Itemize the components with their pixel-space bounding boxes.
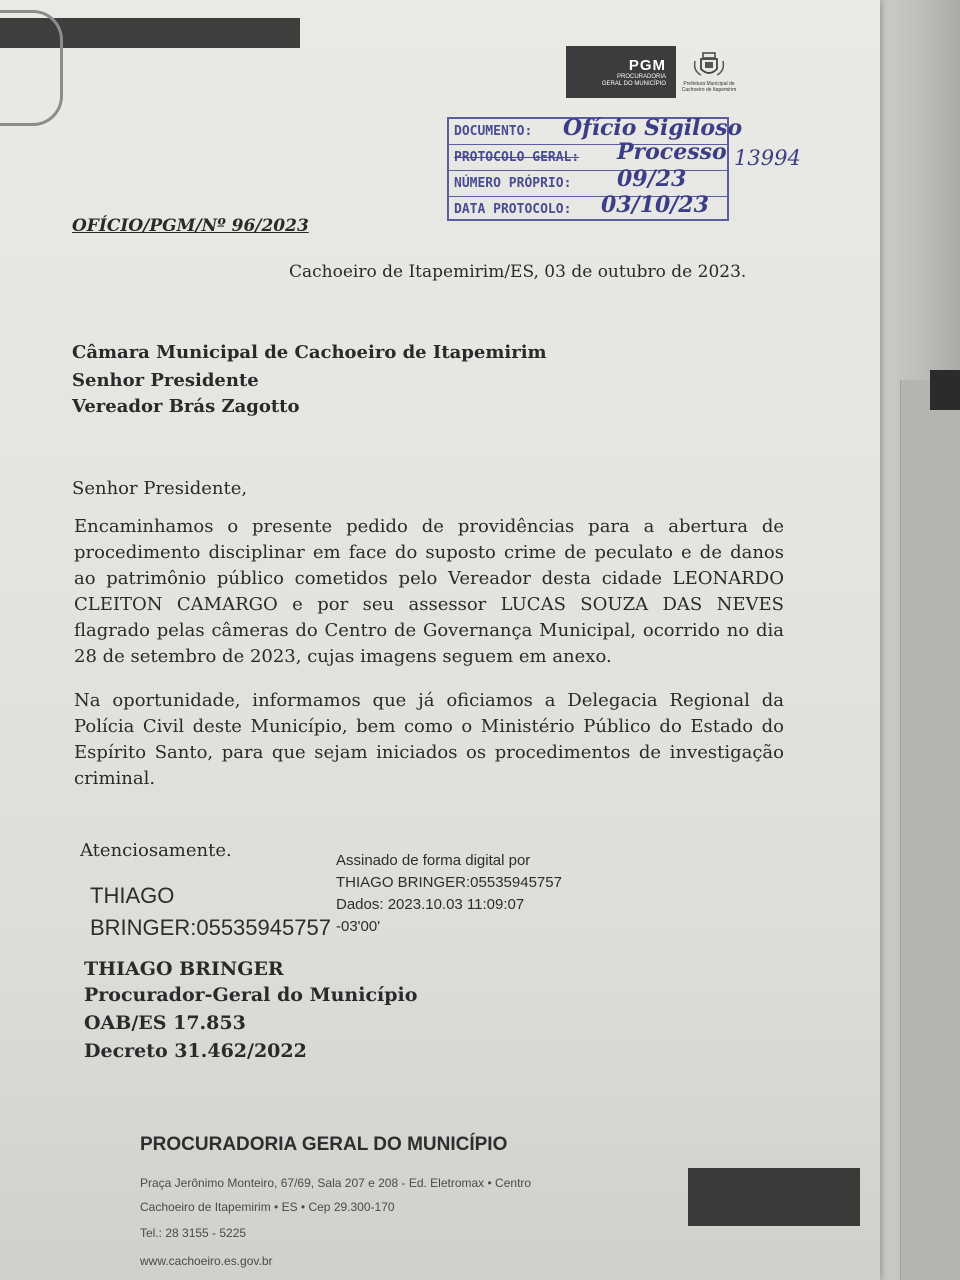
signature-name-line-1: THIAGO xyxy=(90,883,175,908)
stamp-label: PROTOCOLO GERAL: xyxy=(454,150,580,165)
footer-address-1: Praça Jerônimo Monteiro, 67/69, Sala 207 e 208 - Ed. Eletromax • Centro xyxy=(140,1176,532,1190)
redaction-bar-bottom xyxy=(688,1168,860,1226)
footer-address-2: Cachoeiro de Itapemirim • ES • Cep 29.300-170 xyxy=(140,1200,395,1214)
stamp-row-data xyxy=(449,192,727,222)
footer-title: PROCURADORIA GERAL DO MUNICÍPIO xyxy=(140,1134,508,1155)
signer-oab: OAB/ES 17.853 xyxy=(84,1012,246,1034)
stamp-label: NÚMERO PRÓPRIO: xyxy=(454,176,572,191)
paper-clip-icon xyxy=(0,10,63,126)
logo-abbr: PGM xyxy=(628,56,666,74)
date-line: Cachoeiro de Itapemirim/ES, 03 de outubro de 2023. xyxy=(289,262,747,282)
background-corner xyxy=(930,370,960,410)
stamp-handwritten-value: 03/10/23 xyxy=(601,192,709,218)
stamp-label: DOCUMENTO: xyxy=(454,124,533,139)
signature-info-2: THIAGO BRINGER:05535945757 xyxy=(336,874,562,891)
stamp-handwritten-value: Ofício Sigiloso xyxy=(563,115,743,141)
signature-info-3: Dados: 2023.10.03 11:09:07 xyxy=(336,896,525,913)
recipient-line-1: Câmara Municipal de Cachoeiro de Itapemirim xyxy=(72,342,547,363)
stamp-handwritten-value: 09/23 xyxy=(617,166,687,192)
municipal-crest xyxy=(676,46,742,98)
footer-website: www.cachoeiro.es.gov.br xyxy=(140,1254,273,1268)
signature-name-line-2: BRINGER:05535945757 xyxy=(90,915,331,940)
pgm-logo xyxy=(566,46,742,98)
crest-icon xyxy=(692,51,726,81)
underlying-page-edge xyxy=(900,380,960,1280)
logo-sub-2: GERAL DO MUNICÍPIO xyxy=(601,80,666,87)
digital-signature-name xyxy=(90,880,331,944)
protocol-stamp xyxy=(447,115,743,221)
crest-sub-1: Prefeitura Municipal de xyxy=(683,81,735,87)
paragraph-1: Encaminhamos o presente pedido de providências para a abertura de procedimento disciplinar em face do suposto crime de peculato e de danos ao patrimônio público cometidos pelo Vereador desta cidade LEONARDO CLEITON CAMARGO e por seu assessor LUCAS SOUZA DAS NEVES flagrado pelas câmeras do Centro de Governança Municipal, ocorrido no dia 28 de setembro de 2023, cujas imagens seguem em anexo. xyxy=(74,516,784,667)
handwritten-number: 13994 xyxy=(734,146,801,170)
pgm-logo-dark-panel xyxy=(566,46,676,98)
signer-decree: Decreto 31.462/2022 xyxy=(84,1040,307,1062)
stamp-label: DATA PROTOCOLO: xyxy=(454,202,572,217)
letter-reference: OFÍCIO/PGM/Nº 96/2023 xyxy=(72,216,309,236)
recipient-line-2: Senhor Presidente xyxy=(72,370,259,391)
signer-name: THIAGO BRINGER xyxy=(84,958,284,980)
digital-signature-info xyxy=(336,850,562,938)
signer-title: Procurador-Geral do Município xyxy=(84,984,418,1006)
closing: Atenciosamente. xyxy=(80,840,232,861)
paragraph-2: Na oportunidade, informamos que já oficiamos a Delegacia Regional da Polícia Civil deste Município, bem como o Ministério Público do Estado do Espírito Santo, para que sejam iniciados os procedimentos de investigação criminal. xyxy=(74,690,784,789)
logo-sub-1: PROCURADORIA xyxy=(616,73,666,80)
crest-sub-2: Cachoeiro de Itapemirim xyxy=(681,87,737,93)
signature-info-1: Assinado de forma digital por xyxy=(336,852,531,869)
greeting: Senhor Presidente, xyxy=(72,478,248,499)
signature-info-4: -03'00' xyxy=(336,918,381,935)
recipient-line-3: Vereador Brás Zagotto xyxy=(72,396,300,417)
stamp-handwritten-value: Processo xyxy=(617,139,727,165)
footer-phone: Tel.: 28 3155 - 5225 xyxy=(140,1226,247,1240)
